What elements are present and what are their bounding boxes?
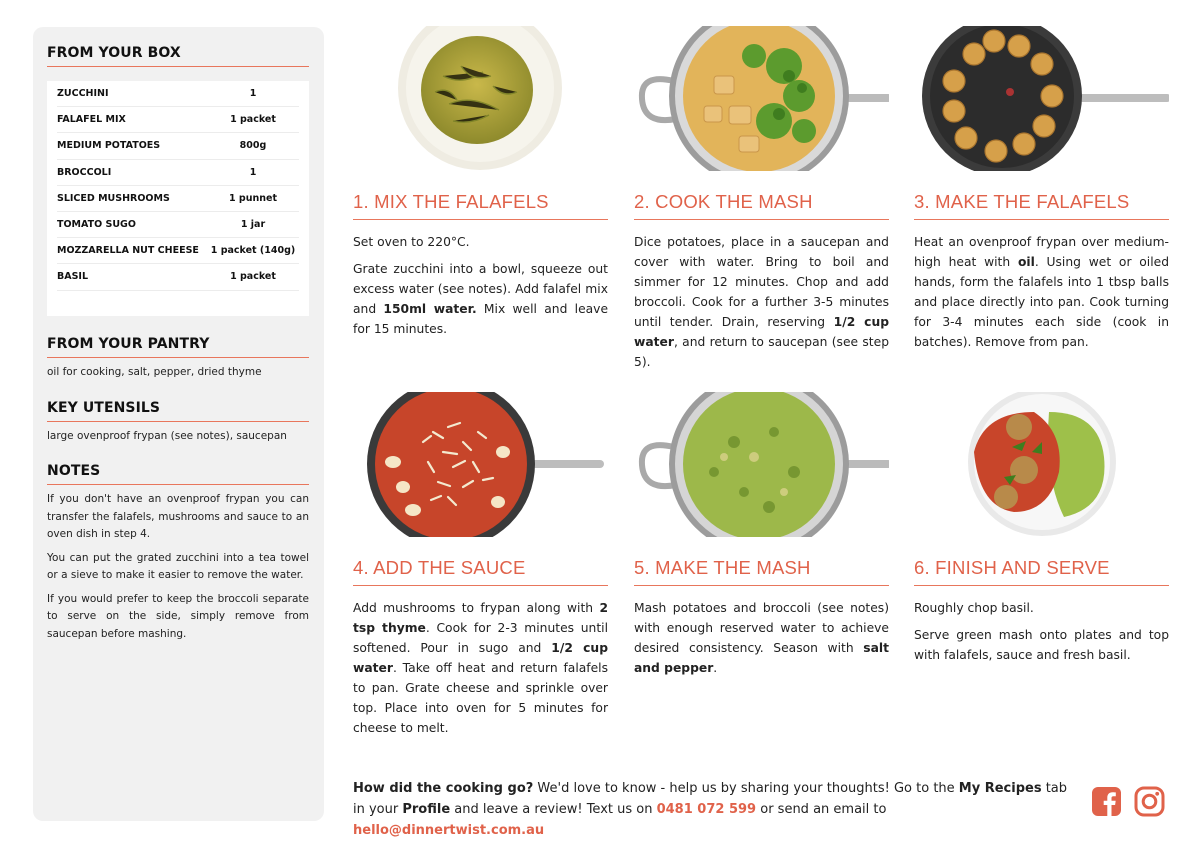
ingredient-qty: 800g [239, 140, 267, 152]
ingredient-qty: 1 punnet [229, 192, 277, 204]
ingredient-row [57, 212, 299, 238]
step-paragraph [914, 625, 1169, 665]
phone-link[interactable]: 0481 072 599 [656, 802, 757, 817]
emphasized-text: 150ml water. [383, 302, 477, 316]
mash-saucepan-photo [634, 392, 889, 537]
emphasized-text: 2 tsp thyme [353, 601, 608, 635]
ingredient-row [57, 107, 299, 133]
note-text: You can put the grated zucchini into a tea towel or a sieve to make it easier to remove the water. [47, 551, 309, 581]
step-text: . Take off heat and return falafels to pan. Grate cheese and sprinkle over top. Place into oven for 5 minutes for cheese to melt. [353, 661, 608, 735]
step-body [914, 232, 1169, 352]
ingredient-qty: 1 packet (140g) [210, 245, 296, 257]
saucepan-photo [634, 26, 889, 171]
ingredient-row [57, 133, 299, 159]
ingredient-name: TOMATO SUGO [57, 219, 136, 231]
step-paragraph [634, 598, 889, 678]
step-text: Mash potatoes and broccoli (see notes) with enough reserved water to achieve desired consistency. Season with [634, 601, 889, 655]
step-text: Dice potatoes, place in a saucepan and cover with water. Bring to boil and simmer for 12 minutes. Chop and add broccoli. Cook for a further 3-5 minutes until tender. Drain, reserving [634, 235, 889, 329]
step-body [634, 598, 889, 678]
ingredient-name: FALAFEL MIX [57, 114, 126, 126]
facebook-icon[interactable] [1091, 786, 1122, 817]
step-title: 2. COOK THE MASH [634, 191, 889, 220]
pantry-text: oil for cooking, salt, pepper, dried thyme [47, 366, 262, 378]
step-text: Heat an ovenproof frypan over medium-high heat with [914, 235, 1169, 269]
step-paragraph [353, 598, 608, 738]
note-text: If you would prefer to keep the broccoli separate to serve on the side, simply remove from saucepan before mashing. [47, 592, 309, 640]
step-paragraph [914, 232, 1169, 352]
utensils-heading: KEY UTENSILS [47, 400, 309, 422]
ingredient-qty: 1 [249, 166, 257, 178]
step-paragraph [634, 232, 889, 372]
footer-text: We'd love to know - help us by sharing your thoughts! Go to the [533, 781, 959, 796]
notes-heading: NOTES [47, 463, 309, 485]
step-text: , and return to saucepan (see step 5). [634, 335, 889, 369]
ingredient-row [57, 160, 299, 186]
step-text: . [713, 661, 718, 675]
ingredient-name: ZUCCHINI [57, 88, 109, 100]
ingredient-row [57, 81, 299, 107]
profile-link[interactable]: Profile [402, 802, 451, 817]
ingredient-qty: 1 [249, 88, 257, 100]
step-title: 1. MIX THE FALAFELS [353, 191, 608, 220]
footer-text: or send an email to [756, 802, 887, 817]
emphasized-text: 1/2 cup water [353, 641, 608, 675]
step-paragraph [353, 259, 608, 339]
step-5 [634, 392, 889, 685]
step-3 [914, 26, 1169, 359]
step-text: Set oven to 220°C. [353, 235, 470, 249]
instagram-icon[interactable] [1134, 786, 1165, 817]
emphasized-text: salt and pepper [634, 641, 889, 675]
step-text: Mix well and leave for 15 minutes. [353, 302, 609, 336]
utensils-text: large ovenproof frypan (see notes), saucepan [47, 429, 287, 442]
plated-dish-photo [914, 392, 1169, 537]
ingredient-row [57, 238, 299, 264]
frypan-sauce-photo [353, 392, 608, 537]
step-2 [634, 26, 889, 379]
ingredient-row [57, 264, 299, 290]
ingredient-name: BROCCOLI [57, 166, 112, 178]
emphasized-text: oil [1017, 255, 1035, 269]
utensils-section [47, 400, 309, 446]
frypan-falafels-photo [914, 26, 1169, 171]
from-box-heading: FROM YOUR BOX [47, 45, 309, 67]
step-1 [353, 26, 608, 346]
step-body [353, 598, 608, 738]
feedback-footer [353, 778, 1073, 841]
zucchini-bowl-photo [353, 26, 608, 171]
step-text: Add mushrooms to frypan along with [353, 601, 600, 615]
step-title: 3. MAKE THE FALAFELS [914, 191, 1169, 220]
ingredient-name: MEDIUM POTATOES [57, 140, 161, 152]
ingredient-name: SLICED MUSHROOMS [57, 192, 170, 204]
ingredient-name: MOZZARELLA NUT CHEESE [57, 245, 199, 257]
step-text: . Cook for 2-3 minutes until softened. Pour in sugo and [353, 621, 608, 655]
step-text: Roughly chop basil. [914, 601, 1034, 615]
step-body [634, 232, 889, 372]
step-title: 5. MAKE THE MASH [634, 557, 889, 586]
ingredient-qty: 1 jar [240, 219, 266, 231]
step-title: 6. FINISH AND SERVE [914, 557, 1169, 586]
footer-text: tab in your [353, 781, 1068, 817]
step-text: Serve green mash onto plates and top with falafels, sauce and fresh basil. [914, 628, 1169, 662]
ingredient-name: BASIL [57, 271, 89, 283]
footer-text: and leave a review! Text us on [450, 802, 657, 817]
ingredient-row [57, 186, 299, 212]
pantry-section [47, 336, 309, 382]
notes-section [47, 463, 309, 643]
step-body [914, 598, 1169, 665]
step-paragraph [914, 598, 1169, 618]
step-paragraph [353, 232, 608, 252]
note-text: If you don't have an ovenproof frypan you can transfer the falafels, mushrooms and sauce to an oven dish in step 4. [47, 493, 309, 540]
ingredients-table [47, 81, 309, 316]
my-recipes-link[interactable]: My Recipes [958, 781, 1042, 796]
step-text: . Using wet or oiled hands, form the falafels into 1 tbsp balls and place directly into pan. Cook turning for 3-4 minutes each side (cook in batches). Remove from pan. [914, 255, 1170, 349]
step-title: 4. ADD THE SAUCE [353, 557, 608, 586]
step-body [353, 232, 608, 339]
ingredient-qty: 1 packet [230, 114, 276, 126]
step-6 [914, 392, 1169, 672]
email-link[interactable]: hello@dinnertwist.com.au [353, 823, 545, 838]
step-4 [353, 392, 608, 745]
ingredient-qty: 1 packet [230, 271, 276, 283]
emphasized-text: 1/2 cup water [634, 315, 889, 349]
footer-question: How did the cooking go? [353, 781, 534, 796]
step-text: Grate zucchini into a bowl, squeeze out excess water (see notes). Add falafel mix and [353, 262, 608, 316]
sidebar [33, 27, 324, 821]
pantry-heading: FROM YOUR PANTRY [47, 336, 309, 358]
